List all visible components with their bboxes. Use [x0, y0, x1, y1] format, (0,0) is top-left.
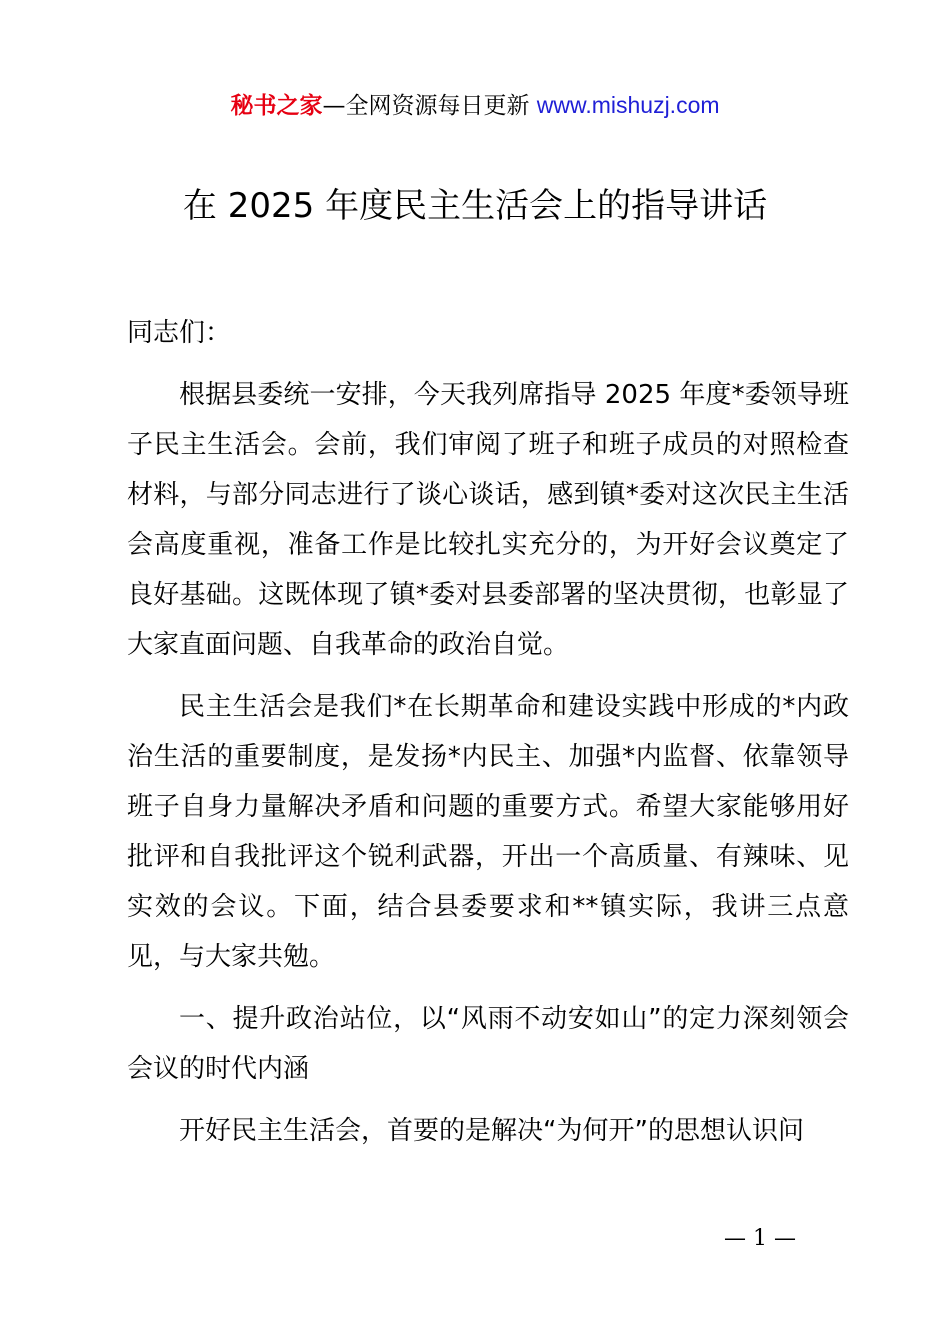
body-paragraph: 民主生活会是我们*在长期革命和建设实践中形成的*内政治生活的重要制度，是发扬*内民主、加强*内监督、依靠领导班子自身力量解决矛盾和问题的重要方式。希望大家能够用好批评和自我批评这个锐利武器，开出一个高质量、有辣味、见实效的会议。下面，结合县委要求和**镇实际，我讲三点意见，与大家共勉。: [127, 692, 849, 972]
header-slogan: —全网资源每日更新: [322, 93, 530, 119]
body-paragraph: 根据县委统一安排，今天我列席指导 2025 年度*委领导班子民主生活会。会前，我们审阅了班子和班子成员的对照检查材料，与部分同志进行了谈心谈话，感到镇*委对这次民主生活会高度重视，准备工作是比较扎实充分的，为开好会议奠定了良好基础。这既体现了镇*委对县委部署的坚决贯彻，也彰显了大家直面问题、自我革命的政治自觉。: [127, 380, 849, 660]
site-header: [0, 88, 950, 123]
body-paragraph: 开好民主生活会，首要的是解决“为何开”的思想认识问: [179, 1116, 804, 1146]
salutation: 同志们：: [127, 318, 232, 348]
brand-name: 秘书之家: [230, 93, 323, 119]
section-heading: 一、提升政治站位，以“风雨不动安如山”的定力深刻领会会议的时代内涵: [127, 1004, 849, 1084]
site-url-link[interactable]: www.mishuzj.com: [536, 92, 720, 118]
document-title: 在 2025 年度民主生活会上的指导讲话: [182, 186, 768, 226]
document-body: [127, 308, 849, 1168]
page-number: — 1 —: [724, 1226, 796, 1251]
